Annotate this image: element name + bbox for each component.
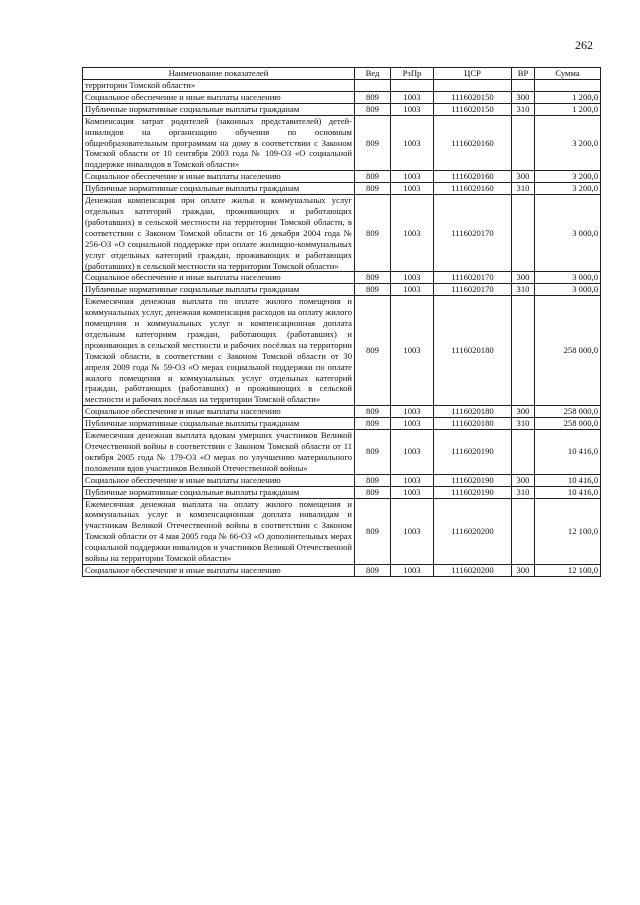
cell-name: территории Томской области» [83,80,355,92]
table-row [83,91,601,103]
cell-sum: 10 416,0 [535,474,601,486]
cell-vr: 300 [512,91,535,103]
cell-csr: 1116020190 [434,474,512,486]
column-header-ved: Вед [355,68,391,80]
table-row [83,296,601,406]
cell-csr: 1116020190 [434,430,512,475]
cell-ved: 809 [355,195,391,272]
cell-sum: 3 000,0 [535,284,601,296]
column-header-rzpr: РзПр [391,68,434,80]
cell-vr: 300 [512,474,535,486]
cell-name: Публичные нормативные социальные выплаты гражданам [83,183,355,195]
cell-csr [434,80,512,92]
cell-vr [512,195,535,272]
cell-sum: 258 000,0 [535,296,601,406]
cell-rzpr: 1003 [391,284,434,296]
column-header-sum: Сумма [535,68,601,80]
cell-name: Денежная компенсация при оплате жилья и коммунальных услуг отдельных категорий граждан, проживающих и работающих (работавших) в сельской местности на территории Томской области, в соответствии с Законом Томской области от 16 декабря 2004 года № 256-ОЗ «О социальной поддержке при оплате жилищно-коммунальных услуг отдельных категорий граждан, проживающих и работающих (работавших) в сельской местности на территории Томской области» [83,195,355,272]
cell-ved: 809 [355,284,391,296]
table-row [83,115,601,171]
cell-ved: 809 [355,474,391,486]
cell-csr: 1116020170 [434,272,512,284]
cell-vr: 300 [512,171,535,183]
cell-name: Социальное обеспечение и иные выплаты населению [83,564,355,576]
cell-ved: 809 [355,498,391,564]
cell-vr [512,430,535,475]
cell-sum: 3 200,0 [535,183,601,195]
cell-ved: 809 [355,406,391,418]
cell-csr: 1116020160 [434,171,512,183]
cell-name: Социальное обеспечение и иные выплаты населению [83,272,355,284]
cell-rzpr: 1003 [391,474,434,486]
cell-rzpr: 1003 [391,272,434,284]
table-body [83,80,601,577]
cell-sum: 3 000,0 [535,272,601,284]
cell-vr [512,115,535,171]
cell-rzpr: 1003 [391,418,434,430]
cell-csr: 1116020160 [434,115,512,171]
cell-rzpr: 1003 [391,115,434,171]
cell-csr: 1116020200 [434,564,512,576]
cell-vr: 300 [512,406,535,418]
cell-name: Публичные нормативные социальные выплаты гражданам [83,284,355,296]
cell-csr: 1116020180 [434,296,512,406]
cell-sum: 3 200,0 [535,171,601,183]
cell-name: Публичные нормативные социальные выплаты гражданам [83,418,355,430]
cell-sum [535,80,601,92]
cell-csr: 1116020150 [434,103,512,115]
column-header-vr: ВР [512,68,535,80]
cell-ved: 809 [355,272,391,284]
cell-ved: 809 [355,91,391,103]
cell-ved: 809 [355,171,391,183]
table-row [83,564,601,576]
cell-sum: 3 000,0 [535,195,601,272]
cell-vr: 310 [512,103,535,115]
cell-sum: 10 416,0 [535,430,601,475]
cell-vr: 310 [512,486,535,498]
table-row [83,406,601,418]
cell-sum: 1 200,0 [535,103,601,115]
cell-vr: 300 [512,272,535,284]
cell-vr [512,80,535,92]
cell-rzpr: 1003 [391,183,434,195]
table-row [83,498,601,564]
cell-rzpr: 1003 [391,195,434,272]
cell-name: Публичные нормативные социальные выплаты гражданам [83,486,355,498]
cell-vr [512,498,535,564]
cell-ved [355,80,391,92]
cell-rzpr: 1003 [391,486,434,498]
table-row [83,80,601,92]
cell-ved: 809 [355,430,391,475]
column-header-csr: ЦСР [434,68,512,80]
cell-rzpr: 1003 [391,564,434,576]
table-row [83,171,601,183]
cell-ved: 809 [355,486,391,498]
cell-ved: 809 [355,564,391,576]
cell-name: Социальное обеспечение и иные выплаты населению [83,474,355,486]
table-row [83,195,601,272]
table-row [83,272,601,284]
column-header-name: Наименование показателей [83,68,355,80]
table-row [83,418,601,430]
cell-vr: 310 [512,183,535,195]
cell-name: Ежемесячная денежная выплата по оплате жилого помещения и коммунальных услуг, денежная компенсация расходов на оплату жилого помещения и коммунальных услуг и компенсационная доплата отдельным категориям граждан, работающих (работавших) и проживающих в сельской местности и рабочих посёлках на территории Томской области, в соответствии с Законом Томской области от 30 апреля 2009 года № 59-ОЗ «О мерах социальной поддержки по оплате жилого помещения и коммунальных услуг отдельных категорий граждан, работающих (работавших) и проживающих в сельской местности и рабочих посёлках на территории Томской области» [83,296,355,406]
cell-ved: 809 [355,115,391,171]
cell-csr: 1116020170 [434,195,512,272]
budget-table [82,67,601,577]
cell-rzpr: 1003 [391,171,434,183]
cell-vr: 310 [512,418,535,430]
cell-sum: 10 416,0 [535,486,601,498]
cell-vr [512,296,535,406]
cell-csr: 1116020200 [434,498,512,564]
cell-name: Компенсация затрат родителей (законных представителей) детей-инвалидов на организацию обучения по основным общеобразовательным программам на дому в соответствии с Законом Томской области от 10 сентября 2003 года № 109-ОЗ «О социальной поддержке инвалидов в Томской области» [83,115,355,171]
table-row [83,430,601,475]
cell-name: Социальное обеспечение и иные выплаты населению [83,406,355,418]
table-row [83,486,601,498]
cell-ved: 809 [355,418,391,430]
cell-rzpr: 1003 [391,498,434,564]
cell-vr: 310 [512,284,535,296]
cell-name: Социальное обеспечение и иные выплаты населению [83,171,355,183]
cell-sum: 12 100,0 [535,498,601,564]
cell-sum: 12 100,0 [535,564,601,576]
cell-name: Социальное обеспечение и иные выплаты населению [83,91,355,103]
cell-rzpr: 1003 [391,91,434,103]
cell-csr: 1116020160 [434,183,512,195]
cell-rzpr: 1003 [391,430,434,475]
cell-vr: 300 [512,564,535,576]
cell-rzpr: 1003 [391,103,434,115]
cell-csr: 1116020190 [434,486,512,498]
page-number: 262 [575,38,593,52]
table-row [83,284,601,296]
cell-name: Публичные нормативные социальные выплаты гражданам [83,103,355,115]
cell-rzpr [391,80,434,92]
cell-csr: 1116020180 [434,406,512,418]
cell-csr: 1116020170 [434,284,512,296]
cell-ved: 809 [355,103,391,115]
cell-rzpr: 1003 [391,406,434,418]
table-row [83,103,601,115]
table-row [83,474,601,486]
cell-sum: 1 200,0 [535,91,601,103]
cell-csr: 1116020180 [434,418,512,430]
cell-sum: 3 200,0 [535,115,601,171]
cell-csr: 1116020150 [434,91,512,103]
table-header-row [83,68,601,80]
cell-name: Ежемесячная денежная выплата вдовам умерших участников Великой Отечественной войны в соответствии с Законом Томской области от 11 октября 2005 года № 179-ОЗ «О мерах по улучшению материального положения вдов участников Великой Отечественной войны» [83,430,355,475]
table-row [83,183,601,195]
cell-sum: 258 000,0 [535,418,601,430]
cell-rzpr: 1003 [391,296,434,406]
cell-sum: 258 000,0 [535,406,601,418]
cell-ved: 809 [355,296,391,406]
cell-name: Ежемесячная денежная выплата на оплату жилого помещения и коммунальных услуг и компенсационная доплата инвалидам и участникам Великой Отечественной войны в соответствии с Законом Томской области от 4 мая 2005 года № 66-ОЗ «О дополнительных мерах социальной поддержки инвалидов и участников Великой Отечественной войны на территории Томской области» [83,498,355,564]
cell-ved: 809 [355,183,391,195]
